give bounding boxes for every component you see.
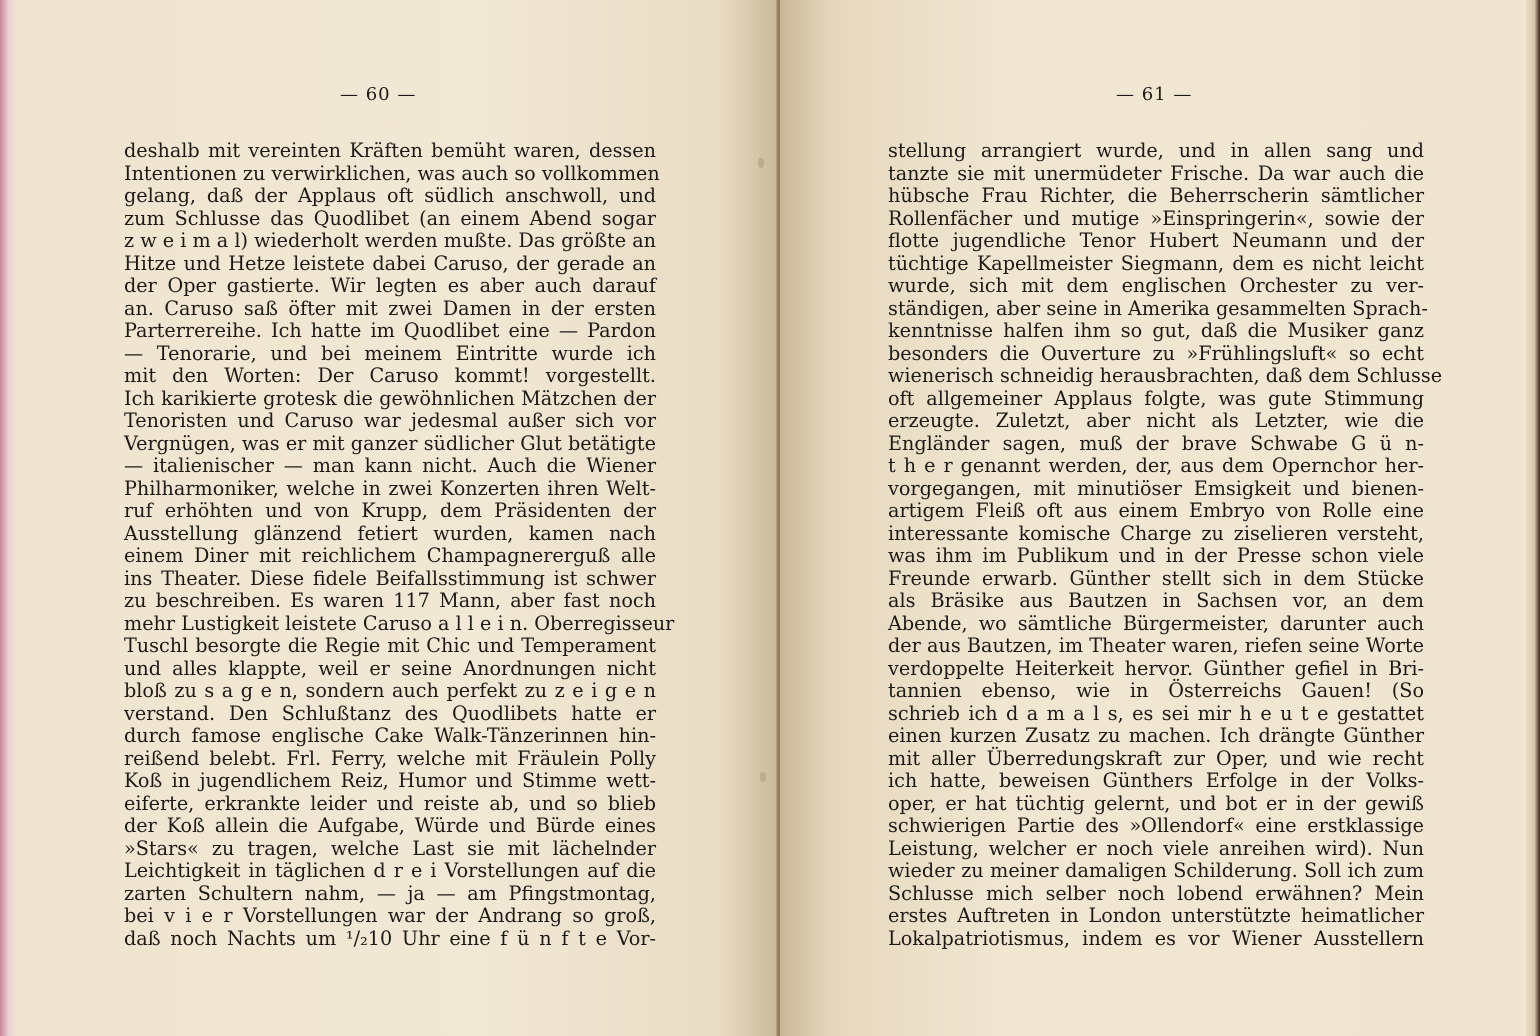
text-line: ich hatte, beweisen Günthers Erfolge in der Volks- [888, 769, 1424, 792]
text-line: mehr Lustigkeit leistete Caruso a l l e i n. Oberregisseur [124, 611, 675, 635]
right-page-text [888, 139, 1443, 950]
text-line: deshalb mit vereinten Kräften bemüht waren, dessen [124, 139, 656, 162]
text-line: verstand. Den Schlußtanz des Quodlibets hatte er [124, 701, 656, 725]
text-line: wurde, sich mit dem englischen Orchester zu ver- [888, 274, 1424, 297]
text-line: bloß zu s a g e n, sondern auch perfekt zu z e i g e n [124, 679, 656, 702]
text-line: Tenoristen und Caruso war jedesmal außer sich vor [124, 409, 656, 432]
right-page [780, 0, 1526, 1036]
text-line: der Oper gastierte. Wir legten es aber auch darauf [124, 274, 656, 297]
left-page [24, 0, 780, 1036]
text-line: oper, er hat tüchtig gelernt, und bot er in der gewiß [888, 791, 1424, 815]
text-line: schwierigen Partie des »Ollendorf« eine erstklassige [888, 814, 1424, 837]
text-line: gelang, daß der Applaus oft südlich anschwoll, und [124, 184, 656, 207]
text-line: Rollenfächer und mutige »Einspringerin«, sowie der [888, 206, 1424, 230]
text-line: durch famose englische Cake Walk-Tänzerinnen hin- [124, 724, 656, 747]
text-line: artigem Fleiß oft aus einem Embryo von Rolle eine [888, 499, 1424, 522]
text-line: Vergnügen, was er mit ganzer südlicher Glut betätigte [124, 431, 656, 455]
text-line: Parterrereihe. Ich hatte im Quodlibet eine — Pardon [124, 319, 656, 342]
text-line: Hitze und Hetze leistete dabei Caruso, der gerade an [124, 251, 656, 275]
text-line: wieder zu meiner damaligen Schilderung. Soll ich zum [888, 859, 1424, 882]
text-line: Koß in jugendlichem Reiz, Humor und Stimme wett- [124, 769, 656, 792]
text-line: wienerisch schneidig herausbrachten, daß dem Schlusse [888, 364, 1443, 387]
text-line: Tuschl besorgte die Regie mit Chic und Temperament [124, 634, 656, 657]
text-line: zu beschreiben. Es waren 117 Mann, aber fast noch [124, 589, 656, 612]
text-line: Ich karikierte grotesk die gewöhnlichen Mätzchen der [124, 386, 656, 410]
text-line: Intentionen zu verwirklichen, was auch so vollkommen [124, 161, 660, 185]
binding-thread-mark [760, 772, 766, 782]
text-line: und alles klappte, weil er seine Anordnungen nicht [124, 656, 656, 680]
text-line: Freunde erwarb. Günther stellt sich in dem Stücke [888, 566, 1424, 590]
text-line: — italienischer — man kann nicht. Auch die Wiener [124, 454, 656, 477]
text-line: der Koß allein die Aufgabe, Würde und Bürde eines [124, 814, 656, 837]
text-line: tanzte sie mit unermüdeter Frische. Da war auch die [888, 161, 1424, 185]
text-line: was ihm im Publikum und in der Presse schon viele [888, 544, 1424, 567]
text-line: besonders die Ouverture zu »Frühlingsluft« so echt [888, 341, 1424, 365]
text-line: verdoppelte Heiterkeit hervor. Günther gefiel in Bri- [888, 656, 1424, 680]
text-line: Schlusse mich selber noch lobend erwähnen? Mein [888, 881, 1424, 905]
book-edge-right [1526, 0, 1540, 1036]
text-line: zarten Schultern nahm, — ja — am Pfingstmontag, [124, 881, 656, 905]
text-line: tannien ebenso, wie in Österreichs Gauen! (So [888, 679, 1424, 702]
text-line: tüchtige Kapellmeister Siegmann, dem es nicht leicht [888, 251, 1424, 275]
text-line: vorgegangen, mit minutiöser Emsigkeit und bienen- [888, 476, 1424, 500]
text-line: Leichtigkeit in täglichen d r e i Vorstellungen auf die [124, 859, 656, 882]
page-number-left: — 60 — [340, 84, 417, 105]
text-line: Leistung, welcher er noch viele anreihen wird). Nun [888, 836, 1424, 860]
text-line: t h e r genannt werden, der, aus dem Opernchor her- [888, 454, 1424, 477]
text-line: z w e i m a l) wiederholt werden mußte. Das größte an [124, 229, 656, 252]
text-line: erzeugte. Zuletzt, aber nicht als Letzter, wie die [888, 409, 1424, 432]
text-line: ins Theater. Diese fidele Beifallsstimmung ist schwer [124, 566, 656, 590]
text-line: Philharmoniker, welche in zwei Konzerten ihren Welt- [124, 476, 656, 500]
text-line: flotte jugendliche Tenor Hubert Neumann und der [888, 229, 1424, 252]
text-line: oft allgemeiner Applaus folgte, was gute Stimmung [888, 386, 1424, 410]
text-line: ständigen, aber seine in Amerika gesammelten Sprach- [888, 296, 1428, 320]
text-line: — Tenorarie, und bei meinem Eintritte wurde ich [124, 341, 656, 365]
text-line: mit den Worten: Der Caruso kommt! vorgestellt. [124, 364, 656, 387]
text-line: mit aller Überredungskraft zur Oper, und wie recht [888, 746, 1424, 770]
text-line: als Bräsike aus Bautzen in Sachsen vor, an dem [888, 589, 1424, 612]
text-line: zum Schlusse das Quodlibet (an einem Abend sogar [124, 206, 656, 230]
text-line: Engländer sagen, muß der brave Schwabe G ü n- [888, 431, 1424, 455]
text-line: Ausstellung glänzend fetiert wurden, kamen nach [124, 521, 656, 545]
text-line: bei v i e r Vorstellungen war der Andrang so groß, [124, 904, 656, 927]
text-line: schrieb ich d a m a l s, es sei mir h e u t e gestattet [888, 701, 1424, 725]
text-line: eiferte, erkrankte leider und reiste ab, und so blieb [124, 791, 656, 815]
page-number-right: — 61 — [1116, 84, 1193, 105]
text-line: daß noch Nachts um ¹/₂10 Uhr eine f ü n f t e Vor- [124, 926, 656, 950]
text-line: interessante komische Charge zu ziselieren versteht, [888, 521, 1424, 545]
left-page-text [124, 139, 675, 950]
text-line: einen kurzen Zusatz zu machen. Ich drängte Günther [888, 724, 1424, 747]
text-line: an. Caruso saß öfter mit zwei Damen in der ersten [124, 296, 656, 320]
text-line: hübsche Frau Richter, die Beherrscherin sämtlicher [888, 184, 1424, 207]
book-edge-left [0, 0, 24, 1036]
text-line: Lokalpatriotismus, indem es vor Wiener Ausstellern [888, 926, 1424, 950]
text-line: Abende, wo sämtliche Bürgermeister, darunter auch [888, 611, 1424, 635]
text-line: »Stars« zu tragen, welche Last sie mit lächelnder [124, 836, 656, 860]
text-line: der aus Bautzen, im Theater waren, riefen seine Worte [888, 634, 1424, 657]
binding-thread-mark [758, 158, 764, 168]
text-line: reißend belebt. Frl. Ferry, welche mit Fräulein Polly [124, 746, 656, 770]
text-line: kenntnisse halfen ihm so gut, daß die Musiker ganz [888, 319, 1424, 342]
text-line: erstes Auftreten in London unterstützte heimatlicher [888, 904, 1424, 927]
text-line: ruf erhöhten und von Krupp, dem Präsidenten der [124, 499, 656, 522]
text-line: stellung arrangiert wurde, und in allen sang und [888, 139, 1424, 162]
text-line: einem Diner mit reichlichem Champagnererguß alle [124, 544, 656, 567]
